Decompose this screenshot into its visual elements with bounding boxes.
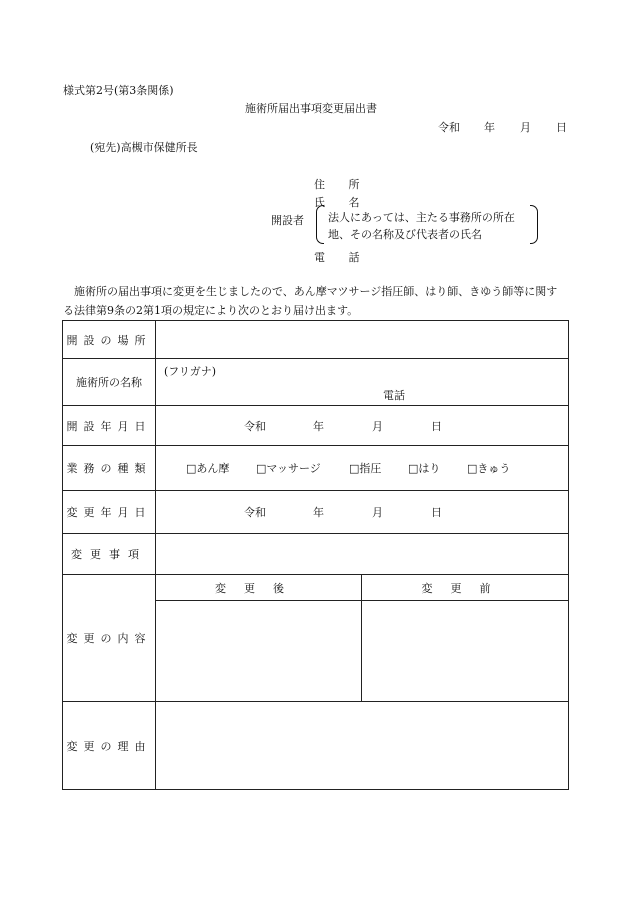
facility-name-field[interactable]	[156, 359, 569, 406]
option-hari-checkbox[interactable]: □はり	[408, 462, 441, 475]
founder-label: 開設者	[271, 214, 304, 227]
date-day: 日	[556, 121, 567, 134]
furigana-label: (フリガナ)	[164, 365, 217, 378]
opening-date-year: 年	[313, 419, 324, 433]
statement-text: 施術所の届出事項に変更を生じましたので、あん摩マツサージ指圧師、はり師、きゆう師等に関する法律第9条の2第1項の規定により次のとおり届け出ます。	[63, 285, 558, 317]
change-date-era: 令和	[244, 506, 266, 519]
option-massage-checkbox[interactable]: □マッサージ	[256, 462, 321, 475]
date-era: 令和	[438, 121, 460, 134]
change-after-field[interactable]	[156, 601, 362, 702]
facility-phone-label: 電話	[383, 389, 405, 402]
row-facility-name	[63, 359, 569, 406]
row-change-items	[63, 534, 569, 575]
facility-name-label: 施術所の名称	[76, 376, 142, 389]
change-reason-label: 変更の理由	[66, 739, 152, 753]
row-business-type	[63, 446, 569, 491]
change-form-table	[62, 320, 569, 790]
form-number: 様式第2号(第3条関係)	[63, 84, 174, 97]
row-change-reason	[63, 702, 569, 790]
address-label: 住 所	[314, 178, 370, 191]
before-label: 変更前	[362, 575, 569, 601]
date-year: 年	[484, 121, 495, 134]
date-month: 月	[520, 121, 531, 134]
opening-date-field[interactable]	[156, 406, 569, 446]
location-field[interactable]	[156, 321, 569, 359]
opening-date-label: 開設年月日	[66, 419, 152, 433]
option-shiatsu-checkbox[interactable]: □指圧	[349, 462, 382, 475]
opening-date-era: 令和	[244, 419, 266, 433]
option-kyu-checkbox[interactable]: □きゅう	[467, 462, 511, 475]
name-label: 氏 名	[314, 196, 370, 209]
row-opening-date	[63, 406, 569, 446]
business-type-field	[156, 446, 569, 491]
corporate-note-bracket	[316, 205, 538, 244]
change-date-field[interactable]	[156, 491, 569, 534]
opening-date-month: 月	[372, 419, 383, 433]
change-date-year: 年	[313, 506, 324, 519]
change-before-field[interactable]	[362, 601, 569, 702]
change-reason-field[interactable]	[156, 702, 569, 790]
change-date-month: 月	[372, 506, 383, 519]
document-title: 施術所届出事項変更届出書	[245, 102, 377, 115]
business-type-label: 業務の種類	[66, 462, 152, 475]
addressee: (宛先)高槻市保健所長	[90, 141, 198, 154]
row-change-date	[63, 491, 569, 534]
phone-label: 電 話	[314, 251, 370, 264]
row-location	[63, 321, 569, 359]
change-items-label: 変更事項	[71, 548, 147, 561]
change-date-day: 日	[431, 506, 442, 519]
opening-date-day: 日	[431, 419, 442, 433]
location-label: 開設の場所	[66, 333, 152, 347]
change-content-label: 変更の内容	[66, 632, 152, 645]
corporate-note-line1: 法人にあっては、主たる事務所の所在	[328, 211, 515, 224]
corporate-note-line2: 地、その名称及び代表者の氏名	[328, 228, 482, 241]
change-items-field[interactable]	[156, 534, 569, 575]
row-change-subheader	[63, 575, 569, 601]
after-label: 変更後	[156, 575, 362, 601]
option-anma-checkbox[interactable]: □あん摩	[186, 462, 230, 475]
change-date-label: 変更年月日	[66, 506, 152, 519]
